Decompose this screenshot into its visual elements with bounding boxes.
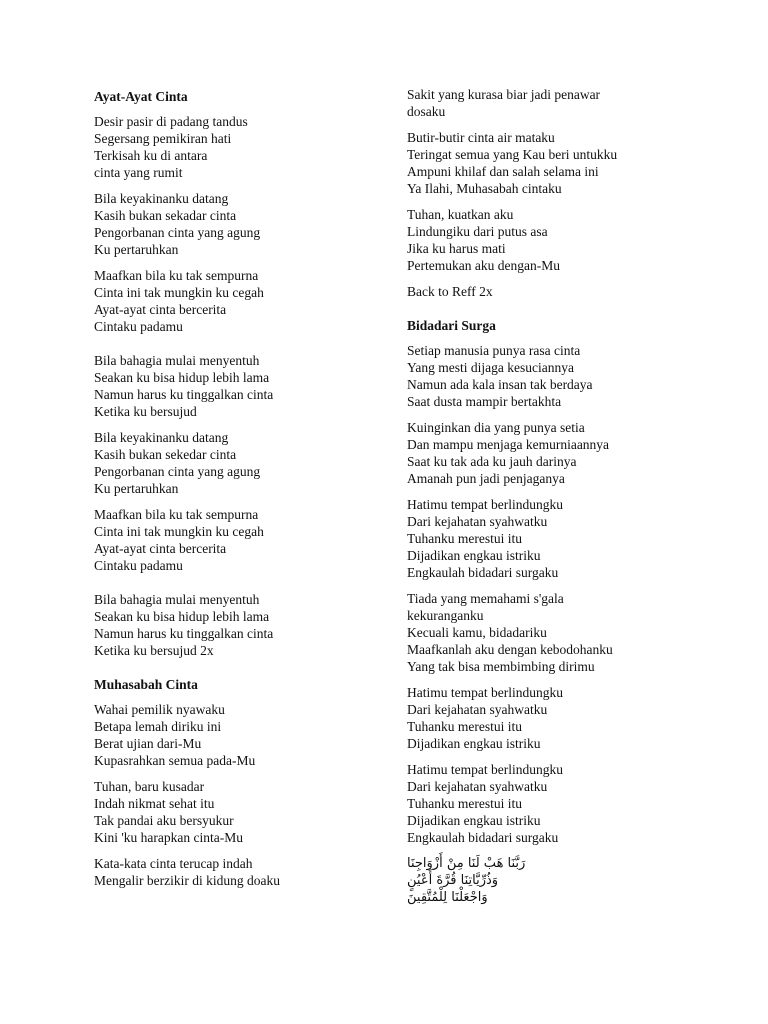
lyric-line: Pengorbanan cinta yang agung xyxy=(94,225,261,240)
lyric-line: Ya Ilahi, Muhasabah cintaku xyxy=(407,181,562,196)
stanza xyxy=(407,419,707,487)
lyric-line: Wahai pemilik nyawaku xyxy=(94,702,225,717)
stanza xyxy=(94,429,394,497)
song-title: Bidadari Surga xyxy=(407,318,496,333)
stanza xyxy=(407,86,707,120)
lyric-line: Lindungiku dari putus asa xyxy=(407,224,548,239)
lyric-line: Dijadikan engkau istriku xyxy=(407,548,541,563)
lyric-line: Bila bahagia mulai menyentuh xyxy=(94,353,260,368)
lyric-line: Kasih bukan sekadar cinta xyxy=(94,208,237,223)
lyric-line: Hatimu tempat berlindungku xyxy=(407,762,563,777)
left-column xyxy=(94,86,394,903)
lyric-line: Dari kejahatan syahwatku xyxy=(407,702,548,717)
lyric-line: Kupasrahkan semua pada-Mu xyxy=(94,753,256,768)
lyric-line: Kata-kata cinta terucap indah xyxy=(94,856,253,871)
lyric-line: Dari kejahatan syahwatku xyxy=(407,779,548,794)
lyric-line: Bila keyakinanku datang xyxy=(94,430,229,445)
stanza xyxy=(407,496,707,581)
stanza xyxy=(94,352,394,420)
lyric-line: Setiap manusia punya rasa cinta xyxy=(407,343,581,358)
stanza xyxy=(407,206,707,274)
lyric-line: Cinta ini tak mungkin ku cegah xyxy=(94,524,264,539)
stanza xyxy=(407,761,707,846)
lyric-line: Ku pertaruhkan xyxy=(94,242,179,257)
stanza xyxy=(94,701,394,769)
lyric-line: Ayat-ayat cinta bercerita xyxy=(94,302,227,317)
lyric-line: Ketika ku bersujud 2x xyxy=(94,643,214,658)
lyric-line: Kecuali kamu, bidadariku xyxy=(407,625,547,640)
lyric-line: Cinta ini tak mungkin ku cegah xyxy=(94,285,264,300)
lyric-line: Yang tak bisa membimbing dirimu xyxy=(407,659,595,674)
lyric-line: Namun ada kala insan tak berdaya xyxy=(407,377,593,392)
stanza xyxy=(407,342,707,410)
song-bidadari-surga xyxy=(407,317,707,846)
lyric-line: Tuhan, kuatkan aku xyxy=(407,207,514,222)
lyric-line: Namun harus ku tinggalkan cinta xyxy=(94,387,274,402)
lyric-line: Maafkan bila ku tak sempurna xyxy=(94,507,259,522)
lyric-line: Ayat-ayat cinta bercerita xyxy=(94,541,227,556)
lyric-line: Engkaulah bidadari surgaku xyxy=(407,565,559,580)
lyric-line: Dijadikan engkau istriku xyxy=(407,736,541,751)
stanza xyxy=(94,267,394,335)
song-section xyxy=(94,88,394,659)
lyric-line: Ampuni khilaf dan salah selama ini xyxy=(407,164,599,179)
lyric-line: Sakit yang kurasa biar jadi penawar xyxy=(407,87,601,102)
stanza xyxy=(94,506,394,574)
lyric-line: Jika ku harus mati xyxy=(407,241,506,256)
lyric-line: Pertemukan aku dengan-Mu xyxy=(407,258,560,273)
continuation-stanzas xyxy=(407,86,707,300)
song-section xyxy=(94,676,394,889)
lyric-line: Mengalir berzikir di kidung doaku xyxy=(94,873,280,888)
lyric-line: Kini 'ku harapkan cinta-Mu xyxy=(94,830,244,845)
arabic-verse: رَبَّنَا هَبْ لَنَا مِنْ أَزْوَاجِنَا وَذُرِّيَّاتِنَا قُرَّةَ أَعْيُنٍ وَاجْعَلْنَا لِلْمُتَّقِينَ xyxy=(407,856,526,905)
lyric-line: Cintaku padamu xyxy=(94,319,183,334)
lyric-line: Tuhanku merestui itu xyxy=(407,531,523,546)
song-title: Muhasabah Cinta xyxy=(94,677,198,692)
lyric-line: kekuranganku xyxy=(407,608,484,623)
lyric-line: Maafkan bila ku tak sempurna xyxy=(94,268,259,283)
left-song-list xyxy=(94,88,394,889)
stanza xyxy=(407,684,707,752)
lyric-line: Engkaulah bidadari surgaku xyxy=(407,830,559,845)
lyric-line: Hatimu tempat berlindungku xyxy=(407,685,563,700)
lyric-line: Saat dusta mampir bertakhta xyxy=(407,394,562,409)
lyric-line: Betapa lemah diriku ini xyxy=(94,719,222,734)
lyric-line: Tiada yang memahami s'gala xyxy=(407,591,564,606)
lyric-line: Dari kejahatan syahwatku xyxy=(407,514,548,529)
lyric-line: Seakan ku bisa hidup lebih lama xyxy=(94,609,270,624)
lyric-line: Terkisah ku di antara xyxy=(94,148,208,163)
lyric-line: Berat ujian dari-Mu xyxy=(94,736,202,751)
lyric-line: Ku pertaruhkan xyxy=(94,481,179,496)
lyric-line: Pengorbanan cinta yang agung xyxy=(94,464,261,479)
stanza xyxy=(94,778,394,846)
lyric-line: Dijadikan engkau istriku xyxy=(407,813,541,828)
stanza xyxy=(407,129,707,197)
lyric-line: Saat ku tak ada ku jauh darinya xyxy=(407,454,577,469)
lyric-line: Butir-butir cinta air mataku xyxy=(407,130,555,145)
lyric-line: Back to Reff 2x xyxy=(407,284,493,299)
stanza xyxy=(94,190,394,258)
lyric-line: Maafkanlah aku dengan kebodohanku xyxy=(407,642,613,657)
stanza xyxy=(407,283,707,300)
lyric-line: Cintaku padamu xyxy=(94,558,183,573)
lyric-line: Indah nikmat sehat itu xyxy=(94,796,215,811)
lyric-line: dosaku xyxy=(407,104,446,119)
lyric-line: Tuhanku merestui itu xyxy=(407,719,523,734)
lyric-line: Kuinginkan dia yang punya setia xyxy=(407,420,585,435)
lyric-line: Segersang pemikiran hati xyxy=(94,131,232,146)
lyric-line: Desir pasir di padang tandus xyxy=(94,114,248,129)
lyric-line: Ketika ku bersujud xyxy=(94,404,197,419)
stanza xyxy=(407,590,707,675)
lyric-line: Dan mampu menjaga kemurniaannya xyxy=(407,437,610,452)
song-title: Ayat-Ayat Cinta xyxy=(94,89,188,104)
lyric-line: Bila bahagia mulai menyentuh xyxy=(94,592,260,607)
lyric-line: Namun harus ku tinggalkan cinta xyxy=(94,626,274,641)
lyric-line: Hatimu tempat berlindungku xyxy=(407,497,563,512)
stanza xyxy=(94,113,394,181)
lyric-line: Tuhanku merestui itu xyxy=(407,796,523,811)
lyric-line: cinta yang rumit xyxy=(94,165,183,180)
lyric-line: Kasih bukan sekedar cinta xyxy=(94,447,237,462)
stanza xyxy=(94,855,394,889)
lyric-line: Amanah pun jadi penjaganya xyxy=(407,471,565,486)
stanza xyxy=(94,591,394,659)
lyric-line: Seakan ku bisa hidup lebih lama xyxy=(94,370,270,385)
lyric-line: Teringat semua yang Kau beri untukku xyxy=(407,147,618,162)
lyric-line: Tuhan, baru kusadar xyxy=(94,779,205,794)
right-column xyxy=(407,86,707,906)
lyric-line: Yang mesti dijaga kesuciannya xyxy=(407,360,574,375)
lyric-line: Bila keyakinanku datang xyxy=(94,191,229,206)
lyric-line: Tak pandai aku bersyukur xyxy=(94,813,234,828)
